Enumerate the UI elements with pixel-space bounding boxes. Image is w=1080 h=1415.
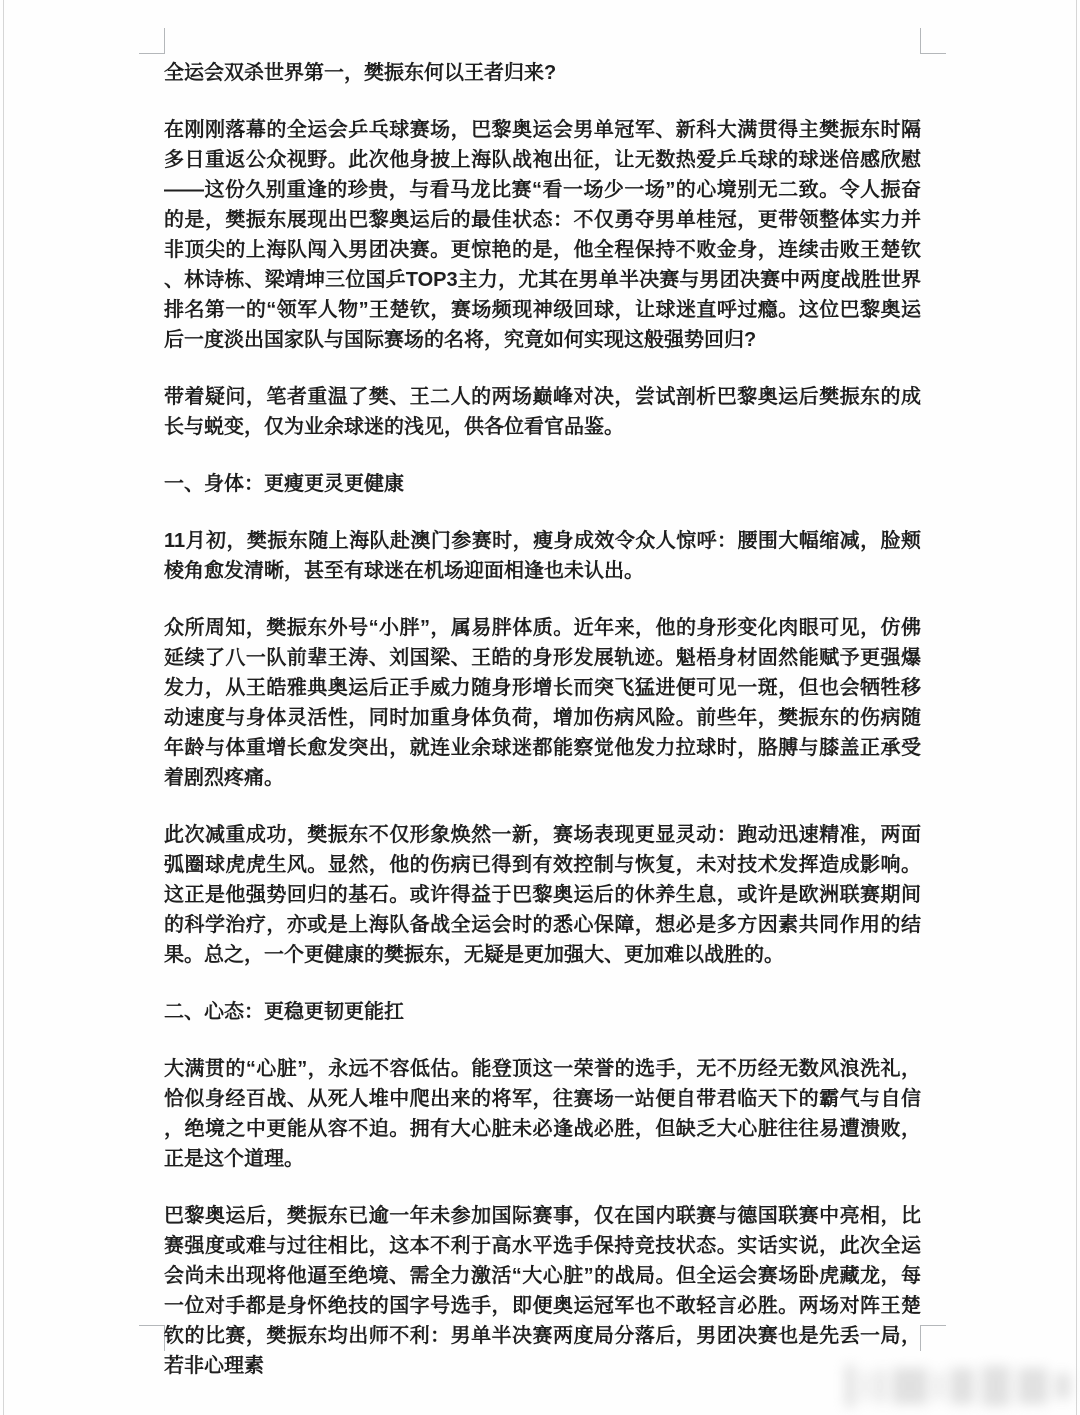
margin-crop-mark-top-right bbox=[920, 28, 946, 54]
section-heading: 一、身体：更瘦更灵更健康 bbox=[164, 473, 404, 495]
page-edge-right-line bbox=[1076, 0, 1077, 1415]
margin-crop-mark-bottom-left bbox=[139, 1325, 165, 1351]
article-blocks bbox=[164, 115, 921, 1381]
article-paragraph: 带着疑问，笔者重温了樊、王二人的两场巅峰对决，尝试剖析巴黎奥运后樊振东的成长与蜕变，仅为业余球迷的浅见，供各位看官品鉴。 bbox=[164, 386, 921, 438]
article-paragraph: 众所周知，樊振东外号“小胖”，属易胖体质。近年来，他的身形变化肉眼可见，仿佛延续了八一队前辈王涛、刘国梁、王皓的身形发展轨迹。魁梧身材固然能赋予更强爆发力，从王皓雅典奥运后正手威力随身形增长而突飞猛进便可见一斑，但也会牺牲移动速度与身体灵活性，同时加重身体负荷，增加伤病风险。前些年，樊振东的伤病随年龄与体重增长愈发突出，就连业余球迷都能察觉他发力拉球时，胳膊与膝盖正承受着剧烈疼痛。 bbox=[164, 617, 921, 789]
margin-crop-mark-top-left bbox=[139, 28, 165, 54]
article-paragraph: 巴黎奥运后，樊振东已逾一年未参加国际赛事，仅在国内联赛与德国联赛中亮相，比赛强度或难与过往相比，这本不利于高水平选手保持竞技状态。实话实说，此次全运会尚未出现将他逼至绝境、需全力激活“大心脏”的战局。但全运会赛场卧虎藏龙，每一位对手都是身怀绝技的国字号选手，即便奥运冠军也不敢轻言必胜。两场对阵王楚钦的比赛，樊振东均出师不利：男单半决赛两度局分落后，男团决赛也是先丢一局，若非心理素 bbox=[164, 1205, 921, 1377]
article-paragraph: 在刚刚落幕的全运会乒乓球赛场，巴黎奥运会男单冠军、新科大满贯得主樊振东时隔多日重返公众视野。此次他身披上海队战袍出征，让无数热爱乒乓球的球迷倍感欣慰——这份久别重逢的珍贵，与看马龙比赛“看一场少一场”的心境别无二致。令人振奋的是，樊振东展现出巴黎奥运后的最佳状态：不仅勇夺男单桂冠，更带领整体实力并非顶尖的上海队闯入男团决赛。更惊艳的是，他全程保持不败金身，连续击败王楚钦、林诗栋、梁靖坤三位国乒TOP3主力，尤其在男单半决赛与男团决赛中两度战胜世界排名第一的“领军人物”王楚钦，赛场频现神级回球，让球迷直呼过瘾。这位巴黎奥运后一度淡出国家队与国际赛场的名将，究竟如何实现这般强势回归? bbox=[164, 119, 921, 351]
section-heading: 二、心态：更稳更韧更能扛 bbox=[164, 1001, 404, 1023]
page-edge-left-line bbox=[3, 0, 4, 1415]
article-title: 全运会双杀世界第一，樊振东何以王者归来? bbox=[164, 62, 557, 84]
article-body bbox=[164, 58, 921, 1408]
margin-crop-mark-bottom-right bbox=[920, 1325, 946, 1351]
article-paragraph: 大满贯的“心脏”，永远不容低估。能登顶这一荣誉的选手，无不历经无数风浪洗礼，恰似身经百战、从死人堆中爬出来的将军，往赛场一站便自带君临天下的霸气与自信，绝境之中更能从容不迫。拥有大心脏未必逢战必胜，但缺乏大心脏往往易遭溃败，正是这个道理。 bbox=[164, 1058, 921, 1170]
article-paragraph: 11月初，樊振东随上海队赴澳门参赛时，瘦身成效令众人惊呼：腰围大幅缩减，脸颊棱角愈发清晰，甚至有球迷在机场迎面相逢也未认出。 bbox=[164, 530, 921, 582]
blurred-watermark bbox=[845, 1363, 1073, 1409]
article-paragraph: 此次减重成功，樊振东不仅形象焕然一新，赛场表现更显灵动：跑动迅速精准，两面弧圈球虎虎生风。显然，他的伤病已得到有效控制与恢复，未对技术发挥造成影响。这正是他强势回归的基石。或许得益于巴黎奥运后的休养生息，或许是欧洲联赛期间的科学治疗，亦或是上海队备战全运会时的悉心保障，想必是多方因素共同作用的结果。总之，一个更健康的樊振东，无疑是更加强大、更加难以战胜的。 bbox=[164, 824, 921, 966]
